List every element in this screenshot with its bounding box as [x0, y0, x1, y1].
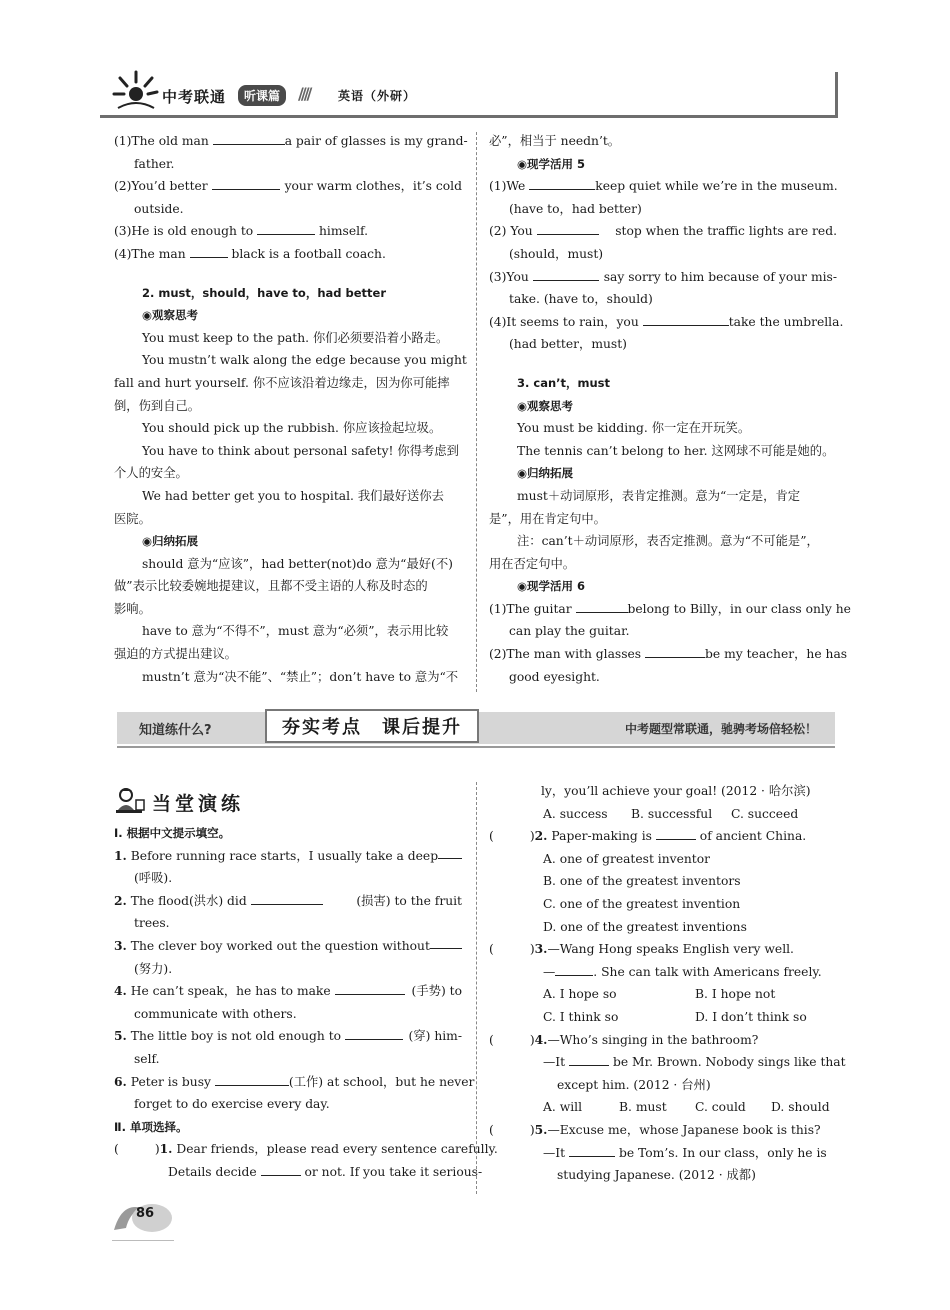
exercise-line: outside. — [134, 201, 184, 216]
series-title: 中考联通 — [162, 88, 227, 106]
section-title: 3. can’t，must — [517, 375, 611, 390]
mc-question: — . She can talk with Americans freely. — [489, 961, 837, 984]
exercise-line: (1)The guitar belong to Billy，in our class only he — [489, 598, 837, 621]
subheading: ◉归纳拓展 — [517, 466, 574, 481]
mc-question: ( )3.—Wang Hong speaks English very well. — [489, 941, 794, 957]
exercise-line: (should，must) — [509, 246, 604, 261]
fill-question: 5. The little boy is not old enough to (穿) him- — [114, 1028, 462, 1044]
left-column-top — [114, 130, 468, 688]
mc-options: A. success B. successful C. succeed — [543, 806, 799, 821]
mc-question: ( )4.—Who’s singing in the bathroom? — [489, 1031, 759, 1047]
mc-question: ( )5.—Excuse me，whose Japanese book is this? — [489, 1121, 821, 1137]
note-text: 必”，相当于 needn’t。 — [489, 134, 621, 148]
mc-option: D. one of the greatest inventions — [543, 919, 747, 934]
note-text: have to 意为“不得不”，must 意为“必须”，表示用比较 — [142, 624, 449, 639]
mc-options: C. I think so D. I don’t think so — [543, 1009, 807, 1024]
fill-question: 1. Before running race starts，I usually take a deep — [114, 845, 462, 868]
note-text: 注：can’t＋动词原形，表否定推测。意为“不可能是”， — [517, 534, 819, 549]
subheading: ◉现学活用 5 — [517, 156, 586, 171]
mc-question: ly，you’ll achieve your goal! (2012 · 哈尔滨) — [541, 784, 811, 798]
section-title: 2. must，should，have to，had better — [142, 285, 387, 300]
header-divider-vertical — [835, 72, 838, 118]
section-tag: 听课篇 — [238, 85, 286, 106]
subject-label: 英语（外研） — [338, 89, 417, 103]
subheading: ◉归纳拓展 — [142, 534, 199, 549]
right-column-bottom — [489, 780, 846, 1187]
example-sentence: You mustn’t walk along the edge because you might — [142, 353, 467, 368]
part-heading: Ⅰ. 根据中文提示填空。 — [114, 826, 231, 840]
student-at-desk-icon — [112, 786, 146, 818]
fill-question: 2. The flood(洪水) did (损害) to the fruit — [114, 892, 462, 908]
practice-heading — [112, 786, 244, 818]
fill-question: 3. The clever boy worked out the question without — [114, 935, 462, 958]
exercise-line: take. (have to，should) — [509, 292, 653, 307]
example-sentence: You must be kidding. 你一定在开玩笑。 — [517, 421, 751, 436]
exercise-line: (2) You stop when the traffic lights are red. — [489, 220, 837, 243]
exercise-line: good eyesight. — [509, 669, 600, 684]
note-text: 强迫的方式提出建议。 — [114, 647, 237, 662]
fill-question: (呼吸). — [134, 871, 173, 886]
example-sentence: You must keep to the path. 你们必须要沿着小路走。 — [142, 330, 449, 345]
mc-option: B. one of the greatest inventors — [543, 874, 741, 889]
example-sentence: The tennis can’t belong to her. 这网球不可能是她的。 — [517, 443, 835, 458]
column-divider — [476, 132, 477, 692]
note-text: 做”表示比较委婉地提建议，且都不受主语的人称及时态的 — [114, 579, 428, 594]
exercise-line: can play the guitar. — [509, 624, 630, 639]
right-column-top — [489, 130, 851, 688]
mc-question: Details decide or not. If you take it serious- — [114, 1161, 462, 1184]
sun-logo-icon — [110, 68, 160, 112]
mc-question: —It be Tom’s. In our class，only he is — [489, 1142, 837, 1165]
banner-left-text: 知道练什么? — [139, 723, 212, 738]
note-text: 影响。 — [114, 601, 151, 616]
exercise-line: (2)The man with glasses be my teacher，he has — [489, 643, 837, 666]
banner-slogan: 中考题型常联通，驰骋考场倍轻松！ — [624, 722, 817, 736]
exercise-line: (3)You say sorry to him because of your mis- — [489, 266, 837, 289]
mc-option: C. one of the greatest invention — [543, 896, 741, 911]
page-header — [100, 60, 840, 116]
left-column-bottom — [114, 822, 498, 1184]
example-sentence: fall and hurt yourself. 你不应该沿着边缘走，因为你可能摔 — [114, 375, 450, 390]
exercise-line: father. — [134, 156, 175, 171]
exercise-line: (1)We keep quiet while we’re in the museum. — [489, 175, 837, 198]
part-heading: Ⅱ. 单项选择。 — [114, 1119, 188, 1134]
exercise-line: (had better，must) — [509, 337, 627, 352]
fill-question: communicate with others. — [134, 1006, 297, 1021]
footer-divider — [112, 1240, 174, 1241]
decorative-slashes: //// — [298, 84, 310, 103]
mc-option: A. one of greatest inventor — [543, 851, 711, 866]
exercise-line: (1)The old man a pair of glasses is my grand- — [114, 130, 462, 153]
note-text: 是”，用在肯定句中。 — [489, 511, 606, 526]
note-text: should 意为“应该”，had better(not)do 意为“最好(不) — [142, 556, 453, 571]
mc-question: except him. (2012 · 台州) — [557, 1077, 711, 1092]
subheading: ◉观察思考 — [142, 308, 199, 323]
subheading: ◉观察思考 — [517, 398, 574, 413]
example-sentence: 医院。 — [114, 511, 151, 526]
fill-question: trees. — [134, 916, 170, 931]
fill-question: 4. He can’t speak，he has to make (手势) to — [114, 983, 462, 999]
mc-question: ( )1. Dear friends，please read every sentence carefully. — [114, 1141, 498, 1157]
mc-question: studying Japanese. (2012 · 成都) — [557, 1168, 756, 1183]
note-text: 用在否定句中。 — [489, 556, 576, 571]
exercise-line: (2)You’d better your warm clothes，it’s cold — [114, 175, 462, 198]
page-number: 86 — [136, 1206, 155, 1221]
mc-question: ( )2. Paper-making is of ancient China. — [489, 828, 807, 844]
example-sentence: We had better get you to hospital. 我们最好送你去 — [142, 488, 444, 503]
example-sentence: 个人的安全。 — [114, 466, 188, 481]
mc-options: A. will B. must C. could D. should — [543, 1100, 830, 1115]
note-text: must＋动词原形，表肯定推测。意为“一定是，肯定 — [517, 488, 801, 503]
example-sentence: 倒，伤到自己。 — [114, 398, 201, 413]
mc-question: —It be Mr. Brown. Nobody sings like that — [489, 1051, 837, 1074]
fill-question: 6. Peter is busy (工作) at school，but he never — [114, 1073, 475, 1089]
banner-divider — [117, 746, 835, 748]
header-divider — [100, 115, 838, 118]
column-divider — [476, 782, 477, 1194]
exercise-line: (3)He is old enough to himself. — [114, 220, 462, 243]
note-text: mustn’t 意为“决不能”、“禁止”；don’t have to 意为“不 — [142, 669, 459, 684]
exercise-line: (4)The man black is a football coach. — [114, 243, 462, 266]
practice-title: 当堂演练 — [152, 792, 245, 815]
fill-question: self. — [134, 1051, 160, 1066]
section-banner — [117, 712, 835, 744]
banner-title: 夯实考点 课后提升 — [265, 709, 479, 743]
fill-question: (努力). — [134, 961, 173, 976]
example-sentence: You should pick up the rubbish. 你应该捡起垃圾。 — [142, 421, 442, 436]
exercise-line: (have to，had better) — [509, 201, 642, 216]
example-sentence: You have to think about personal safety! 你得考虑到 — [142, 443, 459, 458]
mc-options: A. I hope so B. I hope not — [543, 987, 776, 1002]
fill-question: forget to do exercise every day. — [134, 1097, 330, 1112]
exercise-line: (4)It seems to rain，you take the umbrella. — [489, 311, 837, 334]
subheading: ◉现学活用 6 — [517, 579, 586, 594]
